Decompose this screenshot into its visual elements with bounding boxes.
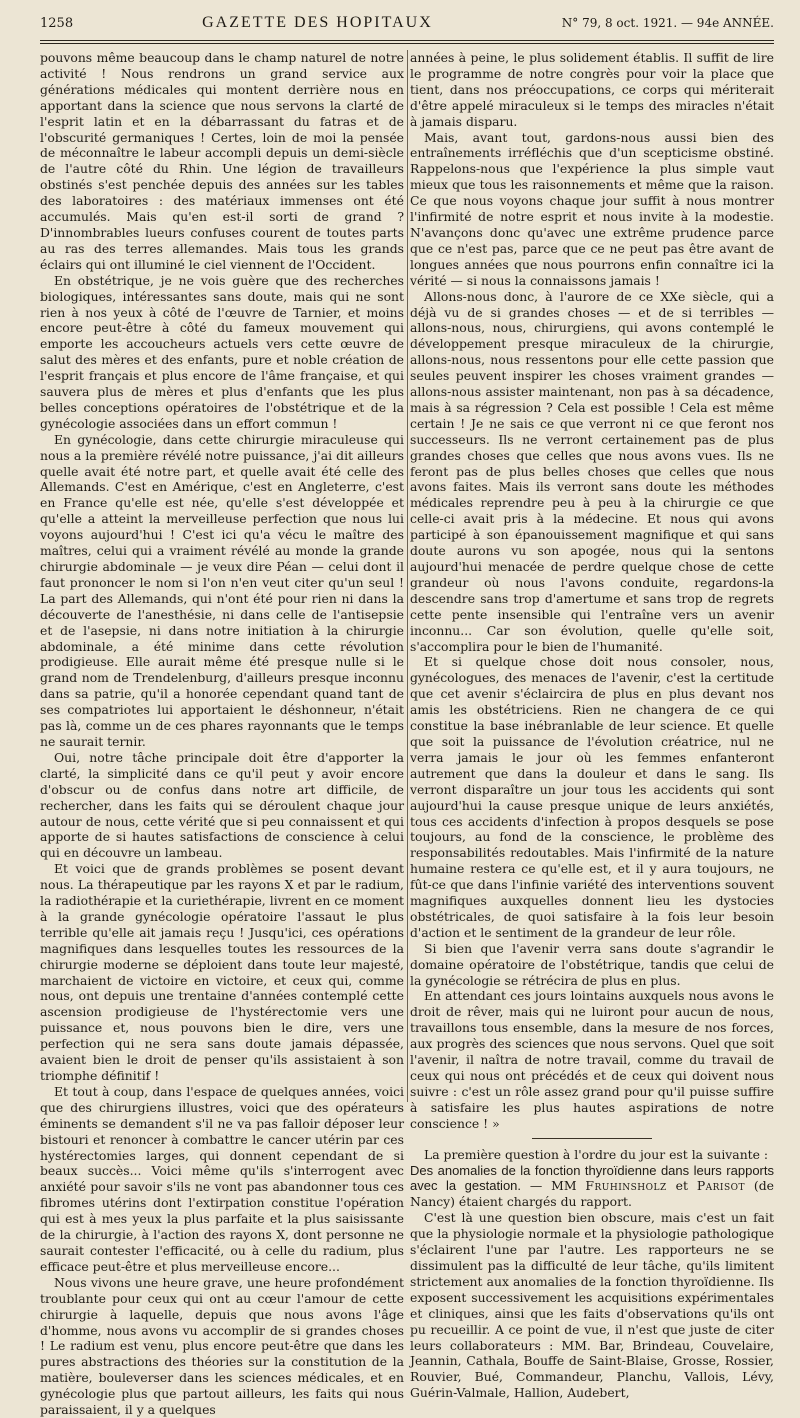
question-authors-prefix: — MM — [521, 1178, 586, 1194]
paragraph: Allons-nous donc, à l'aurore de ce XXe siècle, qui a déjà vu de si grandes choses — et de si terribles — allons-nous, nous, chirurgiens, qui avons contemplé le développement presque miraculeux de la chirurgie, allons-nous, nous ressentons pour elle cette passion que seules peuvent inspirer les choses vraiment grandes — allons-nous assister maintenant, non pas à sa décadence, mais à sa régression ? Cela est possible ! Cela est même certain ! Je ne sais ce que verront ni ce que feront nos successeurs. Ils ne verront certainement pas de plus grandes choses que celles que nous avons vues. Ils ne feront pas de plus belles choses que celles que nous avons faites. Mais ils verront sans doute les méthodes médicales reprendre peu à peu à la chirurgie ce que celle-ci avait pris à la médecine. Et nous qui avons participé à son épanouissement magnifique et qui sans doute aurons vu son apogée, nous qui la sentons aujourd'hui menacée de perdre quelque chose de cette grandeur où nous l'avons conduite, regardons-la descendre sans trop d'amertume et sans trop de regrets cette pente insensible qui l'entraîne vers un avenir inconnu... Car son évolution, quelle qu'elle soit, s'accomplira pour le bien de l'humanité. — [410, 288, 774, 654]
column-divider — [407, 50, 408, 1102]
paragraph: Et voici que de grands problèmes se posent devant nous. La thérapeutique par les rayons X et par le radium, la radiothérapie et la curiethérapie, livrent en ce moment à la grande gynécologie opératoire l'assaut le plus terrible qu'elle ait jamais reçu ! Jusqu'ici, ces opérations magnifiques dans lesquelles toutes les ressources de la chirurgie moderne se déploient dans toute leur majesté, marchaient de victoire en victoire, et ceux qui, comme nous, ont depuis une trentaine d'années contemplé cette ascension prodigieuse de l'hystérectomie vers une puissance et, nous pouvons bien le dire, vers une perfection qui ne sera sans doute jamais dépassée, avaient bien le droit de penser qu'ils assistaient à son triomphe définitif ! — [40, 861, 404, 1083]
author-conjunction: et — [666, 1178, 697, 1194]
question-suffix: (de Nancy) étaient chargés du rapport. — [410, 1178, 774, 1210]
paragraph: En attendant ces jours lointains auxquels nous avons le droit de rêver, mais qui ne luiront pour aucun de nous, travaillons tous ensemble, dans la mesure de nos forces, aux progrès des sciences que nous servons. Quel que soit l'avenir, il naîtra de notre travail, comme du travail de ceux qui nous ont précédés et de ceux qui doivent nous suivre : c'est un rôle assez grand pour qu'il puisse suffire à satisfaire les plus hautes aspirations de notre conscience ! » — [410, 988, 774, 1131]
paragraph: Mais, avant tout, gardons-nous aussi bien des entraînements irréfléchis que d'un scepticisme obstiné. Rappelons-nous que l'expérience la plus simple vaut mieux que tous les raisonnements et même que la raison. Ce que nous voyons chaque jour suffit à nous montrer l'infirmité de notre esprit et nous invite à la modestie. N'avançons donc qu'avec une extrême prudence parce que ce n'est pas, parce que ce ne peut pas être avant de longues années que nous pourrons enfin connaître ici la vérité — si nous la connaissons jamais ! — [410, 129, 774, 288]
paragraph: En obstétrique, je ne vois guère que des recherches biologiques, intéressantes sans doute, mais qui ne sont rien à nos yeux à côté de l'œuvre de Tarnier, et moins encore peut-être à côté du fameux mouvement qui emporte les accoucheurs actuels vers cette œuvre de salut des mères et des enfants, pure et noble création de l'esprit français et plus encore de l'âme française, et qui sauvera plus de mères et plus d'enfants que les plus belles conceptions opératoires de l'obstétrique et de la gynécologie associées dans un effort commun ! — [40, 272, 404, 431]
question-title: Des anomalies de la fonction thyroïdienne dans leurs rapports avec la gestation. — [410, 1162, 774, 1194]
paragraph: La première question à l'ordre du jour est la suivante : — [424, 1146, 769, 1162]
header-rule — [40, 40, 774, 41]
author-name: Fruhinsholz — [585, 1178, 667, 1194]
paragraph: C'est là une question bien obscure, mais c'est un fait que la physiologie normale et la physiologie pathologique s'éclairent l'une par l'autre. Les rapporteurs ne se dissimulent pas la difficulté de leur tâche, qu'ils limitent strictement aux anomalies de la fonction thyroïdienne. Ils exposent successivement les acquisitions expérimentales et cliniques, ainsi que les faits d'observations qu'ils ont pu recueillir. A ce point de vue, il n'est que juste de citer leurs collaborateurs : MM. Bar, Brindeau, Couvelaire, Jeannin, Cathala, Bouffe de Saint-Blaise, Grosse, Rossier, Rouvier, Bué, Commandeur, Planchu, Vallois, Lévy, Guérin-Valmale, Hallion, Audebert, — [410, 1210, 774, 1401]
paragraph: Et si quelque chose doit nous consoler, nous, gynécologues, des menaces de l'avenir, c'est la certitude que cet avenir s'éclaircira de plus en plus devant nos amis les obstétriciens. Rien ne changera de ce qui constitue la base inébranlable de leur science. Et quelle que soit la puissance de l'évolution créatrice, nul ne verra jamais le jour où les femmes enfanteront autrement que dans la douleur et dans le sang. Ils verront disparaître un jour tous les accidents qui sont aujourd'hui la cause presque unique de leurs anxiétés, tous ces accidents d'infection à propos desquels se pose toujours, au fond de la conscience, le problème des responsabilités redoutables. Mais l'infirmité de la nature humaine restera ce qu'elle est, et il y aura toujours, ne fût-ce que dans l'infinie variété des interventions souvent magnifiques auxquelles donnent lieu les dystocies obstétricales, de quoi satisfaire à la fois leur besoin d'action et le sentiment de la grandeur de leur rôle. — [410, 654, 774, 940]
paragraph: Si bien que l'avenir verra sans doute s'agrandir le domaine opératoire de l'obstétrique, tandis que celui de la gynécologie se rétrécira de plus en plus. — [410, 940, 774, 988]
left-column — [40, 50, 404, 1418]
columns — [40, 50, 774, 1418]
page-header — [40, 14, 774, 36]
paragraph: Nous vivons une heure grave, une heure profondément troublante pour ceux qui ont au cœur l'amour de cette chirurgie à laquelle, depuis que nous avons l'âge d'homme, nous avons vu accomplir de si grandes choses ! Le radium est venu, plus encore peut-être que dans les pures abstractions des théories sur la constitution de la matière, bouleverser dans les sciences médicales, et en gynécologie plus que partout ailleurs, les faits qui nous paraissaient, il y a quelques — [40, 1274, 404, 1418]
page-number: 1258 — [40, 16, 74, 31]
paragraph: En gynécologie, dans cette chirurgie miraculeuse qui nous a la première révélé notre puissance, j'ai dit ailleurs quelle avait été notre part, et quelle avait été celle des Allemands. C'est en Amérique, c'est en Angleterre, c'est en France qu'elle est née, qu'elle s'est développée et qu'elle a atteint la merveilleuse perfection que nous lui voyons aujourd'hui ! C'est ici qu'a vécu le maître des maîtres, celui qui a vraiment révélé au monde la grande chirurgie abdominale — je veux dire Péan — celui dont il faut prononcer le nom si l'on n'en veut citer qu'un seul ! La part des Allemands, qui n'ont été pour rien ni dans la découverte de l'anesthésie, ni dans celle de l'antisepsie et de l'asepsie, ni dans notre initiation à la chirurgie abdominale, a été minime dans cette révolution prodigieuse. Elle aurait même été presque nulle si le grand nom de Trendelenburg, d'ailleurs presque inconnu dans sa patrie, qu'il a honorée cependant quand tant de ses compatriotes lui apportaient le déshonneur, n'était pas là, comme un de ces phares rayonnants que le temps ne saurait ternir. — [40, 431, 404, 749]
paragraph: Et tout à coup, dans l'espace de quelques années, voici que des chirurgiens illustres, voici que des opérateurs éminents se demandent s'il ne va pas falloir déposer leur bistouri et renoncer à combattre le cancer utérin par ces hystérectomies larges, qui donnent cependant de si beaux succès... Voici même qu'ils s'interrogent avec anxiété pour savoir s'ils ne vont pas abandonner tous ces fibromes utérins dont l'extirpation constitue l'opération qui est à mes yeux la plus parfaite et la plus saisissante de la chirurgie, à l'action des rayons X, dont personne ne saurait contester l'efficacité, ou à celle du radium, plus efficace peut-être et plus merveilleuse encore... — [40, 1083, 404, 1274]
author-name: Parisot — [696, 1178, 746, 1194]
header-rule-double — [40, 43, 774, 44]
right-column — [410, 50, 774, 1401]
paragraph: pouvons même beaucoup dans le champ naturel de notre activité ! Nous rendrons un grand service aux générations médicales qui montent derrière nous en apportant dans la science que nous servons la clarté de l'esprit latin et en la débarrassant du fatras et de l'obscurité germaniques ! Certes, loin de moi la pensée de méconnaître le labeur accompli depuis un demi-siècle de l'autre côté du Rhin. Une légion de travailleurs obstinés s'est penchée depuis des années sur les tables des laboratoires : des matériaux immenses ont été accumulés. Mais qu'en est-il sorti de grand ? D'innombrables lueurs confuses courent de toutes parts au ras des terres allemandes. Mais tous les grands éclairs qui ont illuminé le ciel viennent de l'Occident. — [40, 50, 404, 272]
paragraph: Oui, notre tâche principale doit être d'apporter la clarté, la simplicité dans ce qu'il peut y avoir encore d'obscur ou de confus dans notre art difficile, de rechercher, dans les faits qui se déroulent chaque jour autour de nous, cette vérité que si peu connaissent et qui apporte de si hautes satisfactions de conscience à celui qui en découvre un lambeau. — [40, 749, 404, 861]
section-separator — [532, 1138, 652, 1139]
issue-info: N° 79, 8 oct. 1921. — 94e ANNÉE. — [561, 16, 774, 30]
journal-title: GAZETTE DES HOPITAUX — [202, 14, 433, 31]
paragraph: années à peine, le plus solidement établis. Il suffit de lire le programme de notre congrès pour voir la place que tient, dans nos préoccupations, ce corps qui mériterait d'être appelé miraculeux si le temps des miracles n'était à jamais disparu. — [410, 50, 774, 129]
question-heading — [410, 1163, 774, 1211]
